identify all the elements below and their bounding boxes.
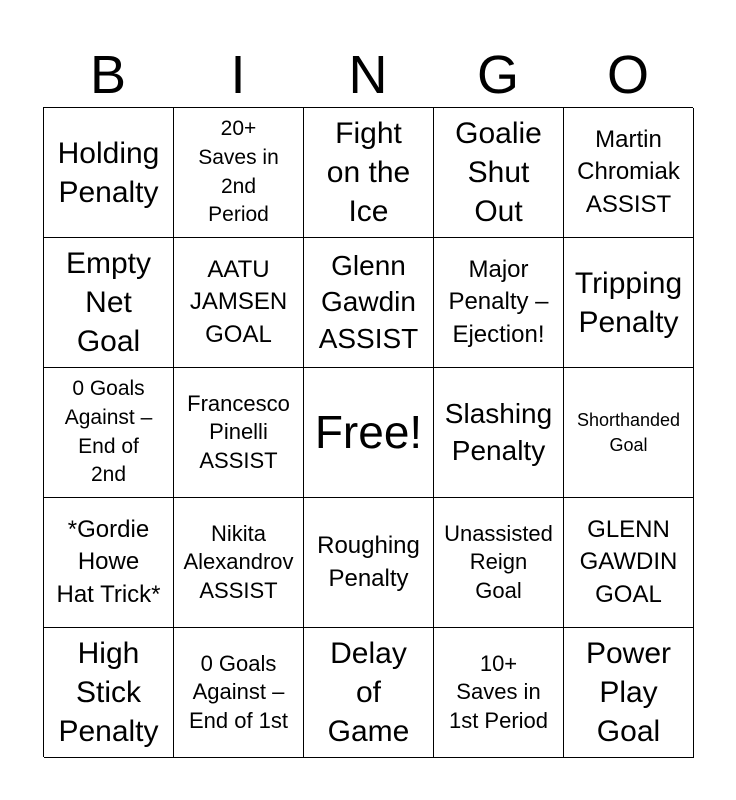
bingo-cell[interactable] [304, 498, 434, 628]
bingo-cell-label: 20+ Saves in 2nd Period [198, 116, 279, 227]
bingo-cell[interactable] [434, 238, 564, 368]
bingo-cell-label: High Stick Penalty [58, 637, 159, 748]
bingo-cell-label: Slashing Penalty [444, 398, 553, 466]
header-letter-b: B [89, 45, 127, 105]
bingo-cell-label: Goalie Shut Out [455, 117, 542, 228]
bingo-cell-label: Holding Penalty [57, 136, 160, 209]
bingo-cell[interactable] [564, 238, 694, 368]
header-letter-o: O [606, 45, 649, 105]
bingo-cell-label: Shorthanded Goal [576, 410, 681, 455]
bingo-cell-label: Unassisted Reign Goal [444, 520, 553, 603]
bingo-cell-label: Free! [314, 406, 423, 459]
bingo-cell[interactable] [174, 108, 304, 238]
bingo-cell[interactable] [44, 498, 174, 628]
bingo-cell[interactable] [304, 628, 434, 758]
bingo-cell[interactable] [434, 628, 564, 758]
bingo-cell[interactable] [174, 498, 304, 628]
bingo-cell[interactable] [174, 628, 304, 758]
bingo-cell[interactable] [564, 368, 694, 498]
bingo-cell-label: Empty Net Goal [65, 247, 152, 358]
bingo-cell[interactable] [44, 108, 174, 238]
header-letter-i: I [230, 45, 246, 105]
bingo-cell-label: 10+ Saves in 1st Period [448, 650, 549, 733]
bingo-cell-label: Roughing Penalty [317, 532, 420, 592]
bingo-cell[interactable] [434, 368, 564, 498]
bingo-cell-label: Nikita Alexandrov ASSIST [183, 520, 294, 603]
bingo-cell[interactable] [44, 368, 174, 498]
bingo-cell[interactable] [564, 628, 694, 758]
bingo-cell[interactable] [564, 498, 694, 628]
header-letter-g: G [476, 45, 519, 105]
bingo-cell[interactable] [304, 238, 434, 368]
bingo-cell-label: Tripping Penalty [574, 266, 683, 339]
bingo-cell-label: Francesco Pinelli ASSIST [187, 390, 290, 473]
bingo-cell-label: 0 Goals Against – End of 1st [188, 650, 289, 733]
bingo-cell-label: Power Play Goal [585, 637, 672, 748]
bingo-cell[interactable] [304, 368, 434, 498]
bingo-cell-label: Delay of Game [327, 637, 410, 748]
bingo-cell[interactable] [564, 108, 694, 238]
bingo-cell[interactable] [434, 498, 564, 628]
bingo-cell-label: GLENN GAWDIN GOAL [579, 516, 678, 608]
bingo-cell[interactable] [434, 108, 564, 238]
bingo-cell-label: Glenn Gawdin ASSIST [318, 249, 419, 354]
header-letter-n: N [348, 45, 388, 105]
bingo-cell[interactable] [174, 238, 304, 368]
bingo-cell-label: Major Penalty – Ejection! [448, 256, 549, 348]
bingo-cell-label: Martin Chromiak ASSIST [577, 126, 680, 218]
bingo-cell-label: AATU JAMSEN GOAL [189, 256, 288, 348]
bingo-cell-label: *Gordie Howe Hat Trick* [56, 516, 161, 608]
bingo-cell[interactable] [44, 628, 174, 758]
bingo-cell[interactable] [174, 368, 304, 498]
bingo-cell-label: Fight on the Ice [326, 117, 411, 228]
bingo-cell[interactable] [44, 238, 174, 368]
bingo-board [43, 107, 693, 757]
bingo-header [43, 42, 693, 108]
bingo-cell[interactable] [304, 108, 434, 238]
bingo-cell-label: 0 Goals Against – End of 2nd [64, 376, 153, 487]
